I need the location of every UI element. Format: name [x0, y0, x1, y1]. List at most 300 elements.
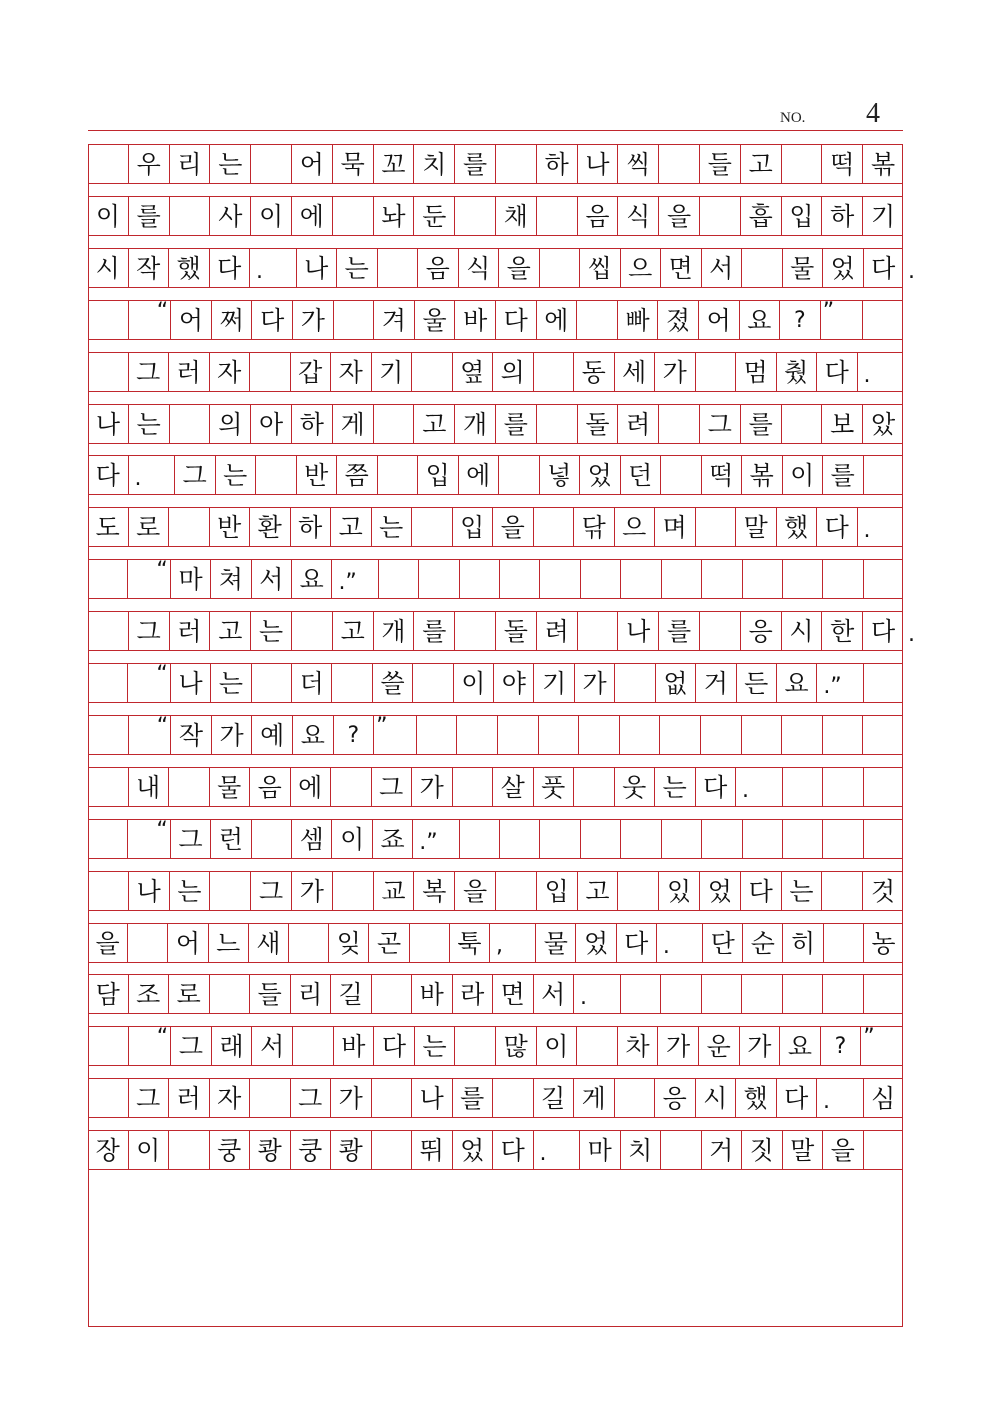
- grid-cell: 를: [740, 405, 781, 443]
- grid-cell: 는: [654, 768, 695, 806]
- manuscript-row: [88, 974, 903, 1014]
- grid-cell: 다: [816, 353, 857, 391]
- grid-cell: 는: [250, 612, 291, 650]
- grid-cell: 다: [695, 768, 736, 806]
- grid-cell-empty: [576, 1027, 617, 1065]
- grid-cell: 다: [492, 1131, 533, 1169]
- grid-cell: .: [533, 1131, 580, 1169]
- grid-cell: 었: [579, 456, 620, 494]
- grid-cell: 를: [413, 612, 454, 650]
- grid-cell: 볶: [862, 145, 903, 183]
- grid-cell: ?: [333, 716, 374, 754]
- grid-cell: 것: [862, 872, 903, 910]
- grid-cell-empty: [863, 1131, 904, 1169]
- grid-cell: 을: [492, 508, 533, 546]
- grid-cell: 면: [492, 975, 533, 1013]
- grid-cell: 었: [699, 872, 740, 910]
- grid-cell: 바: [411, 975, 452, 1013]
- grid-cell: .: [857, 508, 904, 546]
- grid-cell: 었: [575, 924, 615, 962]
- grid-cell: 나: [577, 145, 618, 183]
- grid-cell: 쾅: [330, 1131, 371, 1169]
- grid-cell-empty: [411, 353, 452, 391]
- grid-cell: 다: [251, 301, 292, 339]
- grid-cell-empty: [782, 820, 822, 858]
- grid-cell: 이: [453, 664, 493, 702]
- grid-cell: 의: [492, 353, 533, 391]
- grid-cell: 어: [698, 301, 739, 339]
- grid-cell: 을: [95, 928, 120, 958]
- grid-cell: 리: [290, 975, 331, 1013]
- grid-cell: 더: [291, 664, 331, 702]
- grid-cell: 기: [862, 197, 903, 235]
- grid-cell: 이: [95, 201, 120, 231]
- grid-cell-empty: [255, 456, 296, 494]
- grid-cell: 나: [617, 612, 658, 650]
- grid-cell: 동: [573, 353, 614, 391]
- grid-cell-empty: [580, 820, 620, 858]
- manuscript-row: [88, 1078, 903, 1118]
- grid-cell-empty: [614, 664, 654, 702]
- grid-cell: 러: [168, 353, 209, 391]
- grid-cell: 로: [168, 975, 209, 1013]
- grid-cell-empty: [660, 1131, 701, 1169]
- grid-cell-empty: [209, 872, 250, 910]
- grid-cell: 쯤: [336, 456, 377, 494]
- page-number-label: NO.: [780, 110, 806, 126]
- grid-cell-empty: [332, 197, 373, 235]
- grid-cell: 러: [169, 612, 210, 650]
- grid-cell: 그: [699, 405, 740, 443]
- grid-cell: 입: [781, 197, 822, 235]
- grid-cell: 그: [170, 1027, 211, 1065]
- grid-cell: 보: [821, 405, 862, 443]
- manuscript-row: [88, 871, 903, 911]
- grid-cell: 요: [776, 664, 816, 702]
- grid-cell: 개: [373, 612, 414, 650]
- grid-cell: 가: [657, 1027, 698, 1065]
- grid-cell: 없: [655, 664, 695, 702]
- grid-cell-empty: [412, 664, 452, 702]
- grid-cell: 에: [290, 768, 331, 806]
- grid-cell-empty: [251, 664, 291, 702]
- grid-cell-empty: [88, 560, 127, 598]
- grid-cell-empty: [371, 975, 412, 1013]
- grid-cell: 다: [776, 1079, 817, 1117]
- grid-cell: 내: [128, 768, 169, 806]
- manuscript-row: [88, 507, 903, 547]
- grid-cell: 았: [862, 405, 903, 443]
- manuscript-row: [88, 611, 903, 651]
- grid-cell: 씹: [579, 249, 620, 287]
- grid-cell-empty: [741, 249, 782, 287]
- manuscript-row: [88, 1026, 903, 1066]
- manuscript-row: [88, 455, 903, 495]
- grid-cell: 로: [128, 508, 169, 546]
- grid-cell-empty: [416, 716, 457, 754]
- grid-cell: 고: [209, 612, 250, 650]
- grid-cell: .: [128, 456, 175, 494]
- grid-cell: 게: [573, 1079, 614, 1117]
- grid-cell-empty: [863, 456, 904, 494]
- manuscript-row: [88, 767, 903, 807]
- grid-cell: 겨: [373, 301, 414, 339]
- grid-cell: 을: [658, 197, 699, 235]
- grid-cell: 이: [250, 197, 291, 235]
- grid-cell: 를: [128, 197, 169, 235]
- margin-punctuation: .: [908, 622, 915, 648]
- grid-cell: 담: [95, 980, 120, 1010]
- grid-cell: 그: [128, 353, 169, 391]
- grid-cell-empty: [573, 768, 614, 806]
- grid-cell-empty: [700, 716, 741, 754]
- grid-cell: 한: [821, 612, 862, 650]
- grid-cell-empty: [863, 664, 903, 702]
- grid-cell-empty: [88, 145, 128, 183]
- grid-cell-empty: [88, 716, 128, 754]
- grid-cell-empty: [699, 612, 740, 650]
- grid-cell: 예: [251, 716, 292, 754]
- grid-cell-empty: [822, 975, 863, 1013]
- grid-cell: 응: [654, 1079, 695, 1117]
- grid-cell: 가: [411, 768, 452, 806]
- grid-cell: 런: [210, 820, 250, 858]
- grid-cell-empty: [371, 1079, 412, 1117]
- grid-cell-empty: [578, 716, 619, 754]
- grid-cell: 는: [414, 1027, 455, 1065]
- grid-cell: 음: [417, 249, 458, 287]
- grid-cell-empty: [862, 301, 903, 339]
- grid-cell: 음: [577, 197, 618, 235]
- grid-cell: “: [128, 716, 171, 754]
- grid-cell-empty: [660, 456, 701, 494]
- grid-cell-empty: [454, 197, 495, 235]
- grid-cell: 쿵: [290, 1131, 331, 1169]
- grid-cell: 다: [373, 1027, 414, 1065]
- grid-cell: “: [128, 1027, 171, 1065]
- grid-cell: 가: [739, 1027, 780, 1065]
- grid-cell: 는: [781, 872, 822, 910]
- grid-cell: 차: [617, 1027, 658, 1065]
- grid-cell: 물: [782, 249, 823, 287]
- grid-cell: 나: [296, 249, 337, 287]
- grid-cell: 나: [128, 872, 169, 910]
- grid-cell: 는: [210, 664, 250, 702]
- grid-cell: 거: [695, 664, 735, 702]
- grid-cell-empty: [620, 560, 660, 598]
- grid-cell-empty: [249, 353, 290, 391]
- grid-cell-empty: [169, 405, 210, 443]
- grid-cell-empty: [454, 1027, 495, 1065]
- grid-cell: 게: [332, 405, 373, 443]
- grid-cell: 뛰: [411, 1131, 452, 1169]
- grid-cell: .: [857, 353, 904, 391]
- grid-cell-empty: [823, 924, 863, 962]
- grid-cell-empty: [660, 975, 701, 1013]
- manuscript-row: [88, 144, 903, 184]
- grid-cell: 다: [616, 924, 656, 962]
- grid-cell-empty: [291, 612, 332, 650]
- grid-cell: 을: [822, 1131, 863, 1169]
- grid-cell: 웃: [614, 768, 655, 806]
- grid-cell-empty: [659, 716, 700, 754]
- grid-cell-empty: [658, 405, 699, 443]
- grid-cell-empty: [699, 197, 740, 235]
- grid-cell: 많: [495, 1027, 536, 1065]
- grid-cell: 가: [574, 664, 614, 702]
- grid-cell: 서: [251, 560, 291, 598]
- grid-cell: 순: [742, 924, 782, 962]
- grid-cell: 려: [617, 405, 658, 443]
- grid-cell: 려: [536, 612, 577, 650]
- grid-cell-empty: [781, 716, 822, 754]
- grid-cell-empty: [411, 508, 452, 546]
- grid-cell-empty: [701, 560, 741, 598]
- grid-cell: 반: [296, 456, 337, 494]
- grid-cell: 이: [782, 456, 823, 494]
- grid-cell-empty: [288, 924, 328, 962]
- grid-cell-empty: [495, 145, 536, 183]
- grid-cell: 쳐: [210, 560, 250, 598]
- grid-cell: 툭: [449, 924, 489, 962]
- grid-cell: 넣: [539, 456, 580, 494]
- grid-cell: 는: [209, 145, 250, 183]
- grid-cell: 떡: [701, 456, 742, 494]
- grid-cell: 서: [533, 975, 574, 1013]
- grid-cell: 세: [614, 353, 655, 391]
- grid-cell-empty: [620, 975, 661, 1013]
- grid-cell: 묵: [332, 145, 373, 183]
- grid-cell: 셈: [291, 820, 331, 858]
- grid-cell: 옆: [452, 353, 493, 391]
- grid-cell-empty: [539, 560, 579, 598]
- grid-cell: 래: [211, 1027, 252, 1065]
- grid-cell: 의: [209, 405, 250, 443]
- grid-cell: 입: [536, 872, 577, 910]
- grid-cell-empty: [88, 1027, 128, 1065]
- grid-cell: 죠: [372, 820, 412, 858]
- grid-cell: 던: [620, 456, 661, 494]
- grid-cell-empty: [332, 872, 373, 910]
- grid-cell: 다: [740, 872, 781, 910]
- grid-cell-empty: [862, 716, 903, 754]
- grid-cell-empty: [498, 456, 539, 494]
- manuscript-row: [88, 300, 903, 340]
- grid-cell-empty: [459, 560, 499, 598]
- grid-cell: 말: [782, 1131, 823, 1169]
- grid-cell-empty: [409, 924, 449, 962]
- grid-cell: 다: [862, 612, 903, 650]
- grid-cell: 요: [739, 301, 780, 339]
- grid-cell-empty: [377, 456, 418, 494]
- grid-cell: 는: [215, 456, 256, 494]
- grid-cell: 길: [533, 1079, 574, 1117]
- grid-cell-empty: [499, 560, 539, 598]
- grid-cell-empty: [330, 768, 371, 806]
- grid-cell: 가: [291, 872, 332, 910]
- grid-cell: 이: [536, 1027, 577, 1065]
- grid-cell-empty: [782, 560, 822, 598]
- grid-cell: 가: [654, 353, 695, 391]
- grid-cell-empty: [169, 197, 210, 235]
- grid-cell: 했: [735, 1079, 776, 1117]
- grid-cell: 하: [536, 145, 577, 183]
- grid-cell: “: [128, 301, 171, 339]
- grid-cell-empty: [695, 353, 736, 391]
- grid-cell-empty: [209, 975, 250, 1013]
- grid-cell: 자: [209, 1079, 250, 1117]
- grid-cell: 어: [167, 924, 207, 962]
- grid-cell: 돌: [495, 612, 536, 650]
- grid-cell: 을: [498, 249, 539, 287]
- grid-cell: 이: [128, 1131, 169, 1169]
- grid-cell: 기: [371, 353, 412, 391]
- grid-cell: 사: [209, 197, 250, 235]
- grid-cell-empty: [701, 820, 741, 858]
- grid-cell-empty: [378, 560, 418, 598]
- grid-cell-empty: [452, 768, 493, 806]
- grid-cell: 그: [250, 872, 291, 910]
- grid-cell: 음: [249, 768, 290, 806]
- grid-cell: “: [127, 820, 169, 858]
- grid-cell: 마: [579, 1131, 620, 1169]
- grid-cell: 나: [95, 409, 120, 439]
- grid-cell-empty: [620, 820, 660, 858]
- grid-cell: ”: [373, 716, 416, 754]
- manuscript-row: [88, 715, 903, 755]
- grid-cell-empty: [701, 975, 742, 1013]
- grid-cell: 풋: [533, 768, 574, 806]
- grid-cell: 환: [249, 508, 290, 546]
- grid-cell: .: [573, 975, 620, 1013]
- grid-cell: 꼬: [373, 145, 414, 183]
- grid-cell: 다: [95, 461, 120, 491]
- grid-cell: 쾅: [249, 1131, 290, 1169]
- manuscript-row: [88, 196, 903, 236]
- grid-cell: 바: [454, 301, 495, 339]
- grid-cell: 하: [821, 197, 862, 235]
- grid-cell-empty: [168, 508, 209, 546]
- grid-cell: 에: [458, 456, 499, 494]
- grid-cell: 식: [617, 197, 658, 235]
- grid-cell: 짓: [741, 1131, 782, 1169]
- grid-cell-empty: [863, 560, 903, 598]
- grid-cell-empty: [536, 405, 577, 443]
- manuscript-row: [88, 923, 903, 963]
- grid-cell: 멈: [735, 353, 776, 391]
- grid-cell-empty: [742, 820, 782, 858]
- grid-cell: 쓸: [372, 664, 412, 702]
- manuscript-row: [88, 248, 903, 288]
- grid-cell-empty: [88, 301, 128, 339]
- grid-cell: 시: [695, 1079, 736, 1117]
- grid-cell-empty: [863, 768, 904, 806]
- grid-cell: 에: [536, 301, 577, 339]
- margin-punctuation: .: [908, 258, 915, 284]
- grid-cell: 그: [170, 820, 210, 858]
- grid-cell: .: [656, 924, 702, 962]
- grid-cell: 복: [413, 872, 454, 910]
- grid-cell: 입: [417, 456, 458, 494]
- grid-cell: 으: [620, 249, 661, 287]
- grid-cell-empty: [821, 872, 862, 910]
- grid-cell: 어: [170, 301, 211, 339]
- grid-cell-empty: [580, 560, 620, 598]
- grid-cell: 나: [170, 664, 210, 702]
- grid-cell-empty: [539, 820, 579, 858]
- grid-cell-empty: [695, 508, 736, 546]
- grid-cell: 췄: [776, 353, 817, 391]
- grid-cell: 입: [452, 508, 493, 546]
- grid-cell: .”: [816, 664, 862, 702]
- grid-cell: 가: [211, 716, 252, 754]
- grid-cell: 야: [493, 664, 533, 702]
- grid-cell-empty: [497, 716, 538, 754]
- grid-cell: 씩: [617, 145, 658, 183]
- grid-cell: 다: [209, 249, 250, 287]
- grid-cell: 쩌: [211, 301, 252, 339]
- grid-cell: 했: [168, 249, 209, 287]
- grid-cell: 히: [782, 924, 822, 962]
- grid-cell-empty: [539, 249, 580, 287]
- grid-cell: .: [816, 1079, 863, 1117]
- grid-cell: 새: [248, 924, 288, 962]
- grid-cell-empty: [533, 508, 574, 546]
- grid-cell: 농: [863, 924, 903, 962]
- grid-cell: 잊: [328, 924, 368, 962]
- grid-cell: 를: [454, 145, 495, 183]
- grid-cell: 졌: [657, 301, 698, 339]
- grid-cell: 물: [535, 924, 575, 962]
- grid-cell-empty: [536, 197, 577, 235]
- grid-cell-empty: [88, 820, 127, 858]
- grid-cell: 자: [330, 353, 371, 391]
- grid-cell: 우: [128, 145, 169, 183]
- grid-cell: 를: [658, 612, 699, 650]
- manuscript-row: [88, 663, 903, 703]
- grid-cell: ?: [779, 301, 820, 339]
- grid-cell: 흡: [740, 197, 781, 235]
- grid-cell: 고: [413, 405, 454, 443]
- grid-cell: 를: [495, 405, 536, 443]
- grid-cell-empty: [822, 820, 862, 858]
- grid-cell-empty: [249, 1079, 290, 1117]
- grid-cell: 갑: [290, 353, 331, 391]
- grid-cell-empty: [495, 872, 536, 910]
- manuscript-row: [88, 1130, 903, 1170]
- grid-cell: 놔: [373, 197, 414, 235]
- grid-cell: 심: [863, 1079, 904, 1117]
- grid-cell-empty: [454, 612, 495, 650]
- grid-cell-empty: [371, 1131, 412, 1169]
- grid-cell-empty: [661, 560, 701, 598]
- grid-cell: 장: [95, 1136, 120, 1166]
- grid-cell: 치: [620, 1131, 661, 1169]
- grid-cell: 그: [290, 1079, 331, 1117]
- grid-cell: 단: [702, 924, 742, 962]
- grid-cell-empty: [88, 768, 128, 806]
- grid-cell: .: [735, 768, 782, 806]
- grid-cell: 고: [330, 508, 371, 546]
- grid-cell-empty: [863, 820, 903, 858]
- grid-cell: 아: [250, 405, 291, 443]
- grid-cell: 둔: [413, 197, 454, 235]
- grid-cell-empty: [781, 405, 822, 443]
- grid-cell-empty: [658, 145, 699, 183]
- grid-cell-empty: [538, 716, 579, 754]
- grid-cell-empty: [782, 975, 823, 1013]
- grid-cell-empty: [661, 820, 701, 858]
